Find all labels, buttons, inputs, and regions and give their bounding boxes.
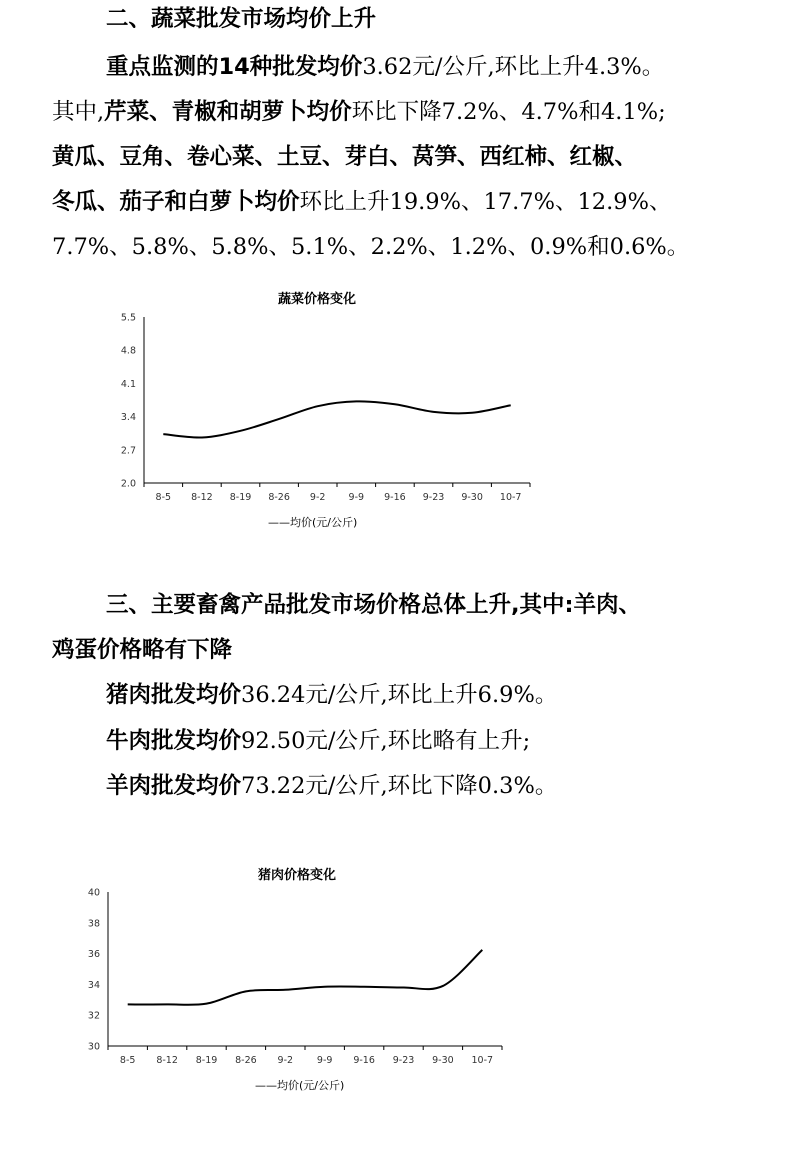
veg-para-line-1 — [106, 52, 664, 82]
veg-para-text: 3.62元/公斤,环比上升4.3%。 — [362, 54, 665, 80]
pork-chart-legend: ——均价(元/公斤) — [255, 1079, 345, 1092]
y-tick-label: 34 — [87, 979, 100, 991]
y-tick-label: 2.0 — [120, 478, 136, 490]
veg-para-text: 环比下降7.2%、4.7%和4.1%; — [351, 99, 666, 125]
x-tick-label: 9-16 — [353, 1055, 375, 1066]
veg-section-heading: 二、蔬菜批发市场均价上升 — [106, 6, 377, 32]
x-tick-label: 8-19 — [229, 492, 252, 503]
lamb-price-line — [106, 771, 557, 801]
x-tick-label: 9-9 — [348, 492, 365, 503]
x-tick-label: 9-30 — [461, 492, 483, 503]
meat-section-heading-line-2: 鸡蛋价格略有下降 — [52, 637, 233, 663]
series-line — [163, 401, 510, 437]
x-tick-label: 8-5 — [155, 492, 172, 503]
x-tick-label: 8-26 — [235, 1055, 257, 1066]
veg-para-line-2 — [52, 97, 666, 127]
veg-para-line-4 — [52, 187, 671, 217]
pork-price-line — [106, 680, 557, 710]
x-tick-label: 8-12 — [156, 1055, 178, 1066]
y-tick-label: 5.5 — [120, 312, 136, 324]
x-tick-label: 10-7 — [499, 492, 522, 503]
x-tick-label: 8-26 — [268, 492, 290, 503]
pork-chart-title: 猪肉价格变化 — [258, 868, 337, 883]
y-tick-label: 2.7 — [120, 445, 136, 457]
veg-chart-legend: ——均价(元/公斤) — [268, 516, 358, 529]
veg-para-text: 其中, — [52, 99, 105, 125]
x-tick-label: 8-12 — [191, 492, 213, 503]
y-tick-label: 32 — [87, 1010, 100, 1022]
veg-para-bold: 芹菜、青椒和胡萝卜均价 — [104, 99, 352, 125]
y-tick-label: 30 — [87, 1041, 100, 1053]
veg-para-text: 环比上升19.9%、17.7%、12.9%、 — [299, 189, 672, 215]
y-tick-label: 4.8 — [120, 345, 136, 357]
beef-price-label: 牛肉批发均价 — [106, 728, 242, 754]
x-tick-label: 8-5 — [119, 1055, 136, 1066]
x-tick-label: 9-2 — [309, 492, 326, 503]
x-tick-label: 9-2 — [277, 1055, 294, 1066]
y-tick-label: 38 — [87, 918, 100, 930]
veg-para-line-5: 7.7%、5.8%、5.8%、5.1%、2.2%、1.2%、0.9%和0.6%。 — [52, 234, 690, 260]
series-line — [128, 950, 483, 1005]
x-tick-label: 9-16 — [384, 492, 406, 503]
x-tick-label: 9-30 — [432, 1055, 454, 1066]
veg-price-chart — [90, 305, 550, 505]
y-tick-label: 36 — [87, 949, 100, 961]
veg-para-bold: 冬瓜、茄子和白萝卜均价 — [52, 189, 300, 215]
x-tick-label: 9-9 — [316, 1055, 333, 1066]
beef-price-text: 92.50元/公斤,环比略有上升; — [241, 728, 531, 754]
veg-para-line-3: 黄瓜、豆角、卷心菜、土豆、芽白、莴笋、西红柿、红椒、 — [52, 144, 638, 170]
pork-price-label: 猪肉批发均价 — [106, 682, 242, 708]
x-tick-label: 9-23 — [422, 492, 445, 503]
meat-section-heading-line-1: 三、主要畜禽产品批发市场价格总体上升,其中:羊肉、 — [106, 592, 642, 618]
pork-price-chart — [70, 880, 540, 1075]
x-tick-label: 9-23 — [392, 1055, 415, 1066]
veg-para-bold: 重点监测的14种批发均价 — [106, 54, 363, 80]
beef-price-line — [106, 726, 530, 756]
veg-chart-title: 蔬菜价格变化 — [278, 292, 357, 307]
lamb-price-label: 羊肉批发均价 — [106, 773, 242, 799]
x-tick-label: 10-7 — [471, 1055, 494, 1066]
y-tick-label: 3.4 — [120, 412, 136, 424]
y-tick-label: 4.1 — [120, 378, 136, 390]
x-tick-label: 8-19 — [195, 1055, 218, 1066]
y-tick-label: 40 — [87, 887, 100, 899]
lamb-price-text: 73.22元/公斤,环比下降0.3%。 — [241, 773, 558, 799]
pork-price-text: 36.24元/公斤,环比上升6.9%。 — [241, 682, 558, 708]
